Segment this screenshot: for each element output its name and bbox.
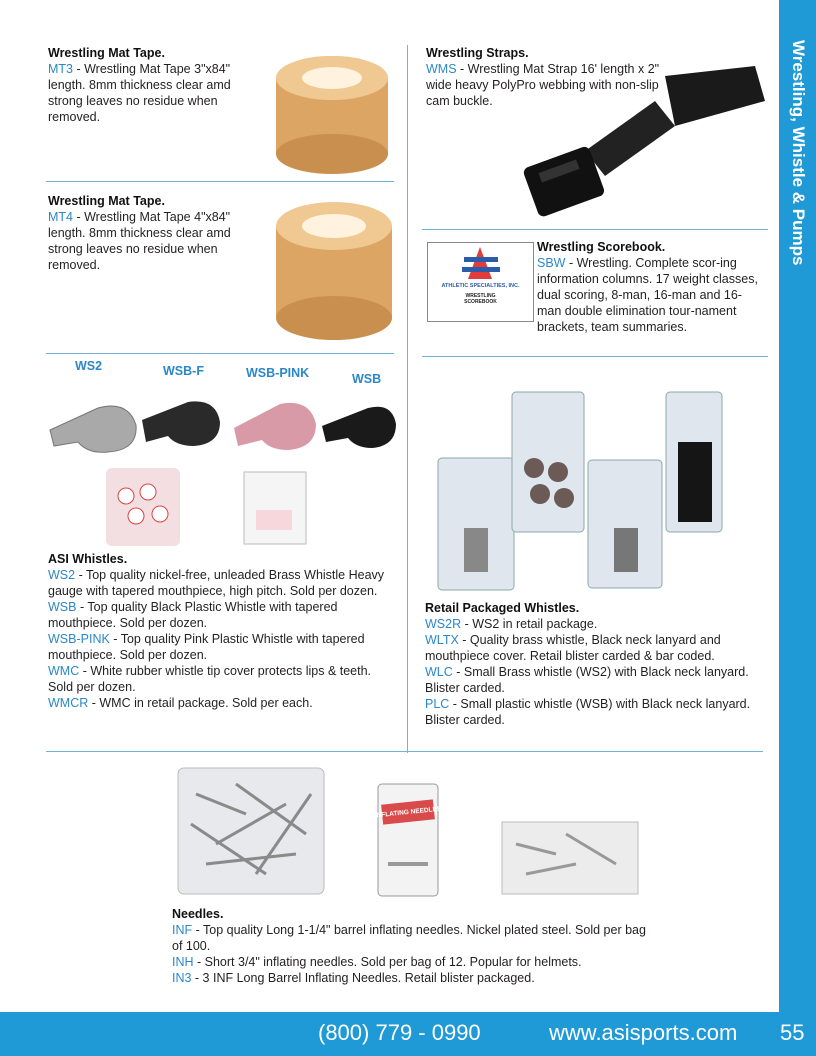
product-desc: - White rubber whistle tip cover protects lips & teeth. Sold per dozen. <box>48 664 372 694</box>
retail-whistles <box>425 601 770 728</box>
footer-phone: (800) 779 - 0990 <box>318 1020 481 1045</box>
product-code: WSB-PINK <box>48 632 110 646</box>
product-code: WS2 <box>48 568 76 582</box>
logo-subtext: WRESTLING SCOREBOOK <box>464 293 497 305</box>
product-line <box>48 599 393 631</box>
product-line <box>425 696 770 728</box>
product-title: Wrestling Mat Tape. <box>48 46 165 60</box>
product-title: Wrestling Scorebook. <box>537 240 666 254</box>
divider <box>422 229 768 230</box>
product-code: WMCR <box>48 696 89 710</box>
product-code: WLTX <box>425 633 459 647</box>
whistles-image <box>48 380 398 460</box>
product-code: WSB <box>48 600 77 614</box>
product-line <box>172 954 647 970</box>
product-line <box>48 567 393 599</box>
divider <box>46 751 763 752</box>
product-code: IN3 <box>172 971 192 985</box>
product-code: WLC <box>425 665 453 679</box>
divider <box>422 356 768 357</box>
product-code: WMC <box>48 664 80 678</box>
mat-tape-mt4 <box>48 194 258 273</box>
product-code: INH <box>172 955 194 969</box>
product-line <box>48 663 393 695</box>
asi-logo-icon <box>428 243 533 283</box>
wrestling-scorebook <box>537 240 761 335</box>
product-code: WS2R <box>425 617 462 631</box>
whistle-label-wsb-f: WSB-F <box>163 364 204 378</box>
tape-roll-image <box>268 48 396 176</box>
product-title: Wrestling Straps. <box>426 46 529 60</box>
column-divider <box>407 45 408 753</box>
product-desc: - Top quality Black Plastic Whistle with tapered mouthpiece. Sold per dozen. <box>48 600 338 630</box>
product-line <box>48 631 393 663</box>
product-code: MT4 <box>48 210 73 224</box>
section-title: Needles. <box>172 907 224 921</box>
product-desc: - 3 INF Long Barrel Inflating Needles. Retail blister packaged. <box>191 971 535 985</box>
tape-roll-image <box>272 196 396 344</box>
page-number: 55 <box>780 1020 805 1045</box>
product-desc: - WS2 in retail package. <box>461 617 598 631</box>
product-line <box>425 664 770 696</box>
divider <box>46 353 394 354</box>
whistle-label-ws2: WS2 <box>75 359 103 373</box>
divider <box>46 181 394 182</box>
mat-tape-mt3 <box>48 46 258 125</box>
product-desc: - Short 3/4" inflating needles. Sold per bag of 12. Popular for helmets. <box>193 955 582 969</box>
needles-image <box>176 764 640 900</box>
product-desc: - Wrestling Mat Strap 16' length x 2" wide heavy PolyPro webbing with non-slip cam buckle. <box>426 62 660 108</box>
product-desc: - Wrestling Mat Tape 4"x84" length. 8mm thickness clear amd strong leaves no residue when removed. <box>48 210 231 272</box>
package-label: INFLATING NEEDLES <box>374 805 442 820</box>
section-title: ASI Whistles. <box>48 552 128 566</box>
product-desc: - Small plastic whistle (WSB) with Black neck lanyard. Blister carded. <box>425 697 751 727</box>
product-desc: - Small Brass whistle (WS2) with Black neck lanyard. Blister carded. <box>425 665 749 695</box>
asi-whistles <box>48 552 393 711</box>
footer-band <box>0 1012 816 1056</box>
product-code: INF <box>172 923 193 937</box>
needles <box>172 907 647 986</box>
product-desc: - Top quality nickel-free, unleaded Brass Whistle Heavy gauge with tapered mouthpiece, high pitch. Sold per dozen. <box>48 568 385 598</box>
retail-packages-image <box>434 388 724 594</box>
product-title: Wrestling Mat Tape. <box>48 194 165 208</box>
product-line <box>425 632 770 664</box>
whistle-label-wsb: WSB <box>352 372 382 386</box>
product-code: MT3 <box>48 62 73 76</box>
product-line <box>48 695 393 711</box>
product-code: PLC <box>425 697 450 711</box>
scorebook-cover <box>427 242 534 322</box>
whistle-tip-covers-image <box>104 462 314 548</box>
logo-text: ATHLETIC SPECIALTIES, INC. <box>441 283 520 289</box>
product-line <box>425 616 770 632</box>
product-desc: - Wrestling. Complete scor-ing information columns. 17 weight classes, dual scoring, 8-man, 16-man and 16-man double elimination tour-nament brackets, team summaries. <box>537 256 758 334</box>
product-line <box>172 922 647 954</box>
product-desc: - Top quality Pink Plastic Whistle with tapered mouthpiece. Sold per dozen. <box>48 632 365 662</box>
product-desc: - Quality brass whistle, Black neck lanyard and mouthpiece cover. Retail blister carded & bar coded. <box>425 633 721 663</box>
product-code: SBW <box>537 256 566 270</box>
product-desc: - Top quality Long 1-1/4" barrel inflating needles. Nickel plated steel. Sold per bag of 100. <box>172 923 646 953</box>
product-desc: - Wrestling Mat Tape 3"x84" length. 8mm thickness clear amd strong leaves no residue when removed. <box>48 62 231 124</box>
whistle-label-wsb-pink: WSB-PINK <box>246 366 310 380</box>
footer-website: www.asisports.com <box>549 1020 738 1045</box>
sidebar-title: Wrestling, Whistle & Pumps <box>789 40 808 266</box>
product-line <box>172 970 647 986</box>
product-desc: - WMC in retail package. Sold per each. <box>88 696 313 710</box>
strap-image <box>515 56 771 224</box>
section-title: Retail Packaged Whistles. <box>425 601 580 615</box>
product-code: WMS <box>426 62 457 76</box>
